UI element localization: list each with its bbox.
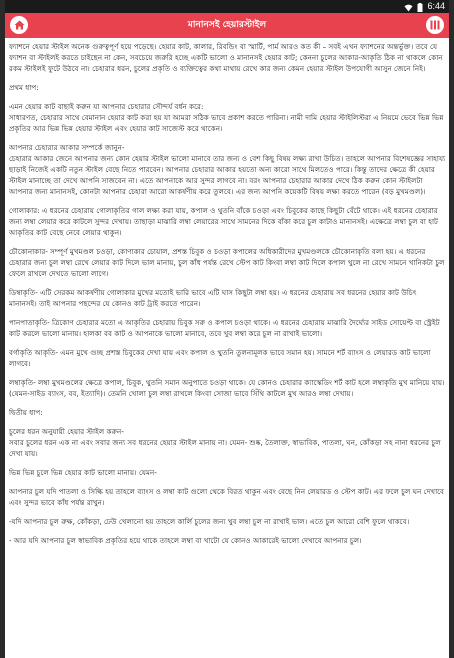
article-paragraph: এমন হেয়ার কাট বাছাই করুন যা আপনার চেহারার সৌন্দর্য বর্ধন করে: সাধারণত, চেহারার সাথে বেমানান হেয়ার কাট করা হয় যা আমরা সঠিক ভাবে প্রকাশ করতে পারিনা। নামী দামি হেয়ার স্টাইলিস্টরা এ নিয়মে ভেবে ভিন্ন ভিন্ন প্রকৃতির আর ভিন্ন ভিন্ন হেয়ার স্টাইল এবং হেয়ার কাট সাজেস্ট করে থাকেন। — [9, 102, 444, 133]
step-heading: দ্বিতীয় ধাপ: — [9, 408, 43, 417]
status-bar — [5, 0, 449, 13]
article-paragraph: চৌকোনাকার- সম্পূর্ণ মুখমণ্ডল চওড়া, কোণাকার চোয়াল, প্রশস্ত চিবুক ও চওড়া কপালের অধিকারীদের মুখমণ্ডলকে চৌকোনাকৃতি বলা হয়। এ ধরনের চেহারার জন্য চুল লম্বা রেখে লেয়ার কাট দিলে ভাল মানায়, চুল কাঁধ পর্যন্ত রেখে স্টেপ কাট কিংবা লম্বা কাট দিলে কপাল খুলে না রেখে সামনে খানিকটা চুল ফেলে রাখলে দেখতে ভালো লাগে। — [9, 247, 445, 278]
home-icon — [14, 20, 25, 30]
article-paragraph: পানপাতাকৃতি- ত্রিকোণ চেহারার মতো এ আকৃতির চেহারায় চিবুক সরু ও কপাল চওড়া থাকে। এ ধরনের চেহারায় মাঝারি দৈর্ঘ্যের সাইড সোয়েপ্ট বা স্ট্রেইট কাট করলে ভালো মানায়। হালকা বব কাট ও আপনাকে ভালো মানাবে, তবে খুব লম্বা করে চুল না রাখাই ভালো। — [9, 318, 440, 338]
article-paragraph: আপনার চেহারার আকার সম্পর্কে জানুন- চেহারার আকার জেনে আপনার জন্য কোন হেয়ার স্টাইল ভালো মানাবে তার জন্য ও বেশ কিছু বিষয় লক্ষ্য রাখা উচিত। তাহলে আপনার বিশেষজ্ঞের সাহায্য ছাড়াই নিজেই একটি নতুন স্টাইল বেছে নিতে পারবেন। আপনার চেহারার আকার হয়তো অন্য কারো সাথে মিলতেও পারে। কিন্তু তাদের ক্ষেত্রে কী হেয়ার স্টাইল মানাচ্ছে তা দেখে আপনি সাজবেন না। এতে আপনাকে আর সুন্দর লাগবে না। বরং আপনার চেহারার আকার দেখে ঠিক করুন কোন স্টাইলটা আপনার জন্য মানানসই, কোনটা আপনার চেহারা আরো আকর্ষণীয় করে তুলবে। এর জন্য আপনি কয়েকটি বিষয় লক্ষ্য করতে পারেন (বড় মুখমণ্ডল)। — [9, 143, 446, 196]
article-paragraph: বর্গাকৃতি আকৃতি- এমন মুখে গুচ্ছ প্রশস্ত চিবুকের দেখা যায় এবং কপাল ও থুতনি তুলনামূলক ভাবে সমান হয়। সামনে শর্ট ব্যাংস ও লেয়ারড কাট ভালো লাগবে। — [9, 348, 431, 368]
app-bar — [5, 13, 449, 38]
app-screen — [5, 0, 449, 658]
article-paragraph: ভিন্ন ভিন্ন চুলে ভিন্ন হেয়ার কাট ভালো মানায়। যেমন- — [9, 468, 157, 477]
article-paragraph: - আর যদি আপনার চুল স্বাভাবিক প্রকৃতির হয়ে থাকে তাহলে লম্বা বা খাটো যে কোনও আকারেই ভালো দেখাবে আপনার চুল। — [9, 536, 362, 545]
article-paragraph: ডিম্বাকৃতি- এটি সেরকম আকর্ষণীয় গোলাকার মুখের মতোই ভারি ভাবে এটি ঘাস কিছুটা লম্বা হয়। এ ধরনের চেহারায় সব ধরনের হেয়ার কাট উচিৎ মানানসই। তাই আপনার পছন্দের যে কোনও কাট ট্রাই করতে পারেন। — [9, 288, 417, 308]
page-title: মানানসই হেয়ারস্টাইল — [187, 20, 267, 30]
article-paragraph: লম্বাকৃতি- লম্বা মুখমণ্ডলের ক্ষেত্রে কপাল, চিবুক, থুতনি সমান অনুপাতে চওড়া থাকে। যে কোনও চেহারার ক্যাস্কেডিং শর্ট কাট হলে লম্বাকৃতি মুখ মানিয়ে যায়। (যেমন-সাইড ব্যাংস, বব, ইত্যাদি)। তেমনি খোলা চুল লম্বা রাখলে কিংবা সোজা ভাবে সিঁথি কাটলে মুখ আরও লম্বা দেখায়। — [9, 378, 445, 398]
article-paragraph: -যদি আপনার চুল রুক্ষ, কোঁকড়া, ঢেউ খেলানো হয় তাহলে কার্লি চুলের জন্য খুব লম্বা চুল না রাখাই ভাল। এতে চুল আরো বেশি ফুলে থাকবে। — [9, 517, 410, 526]
status-icons — [404, 0, 445, 13]
article-paragraph: আপনার চুল যদি পাতলা ও সিল্কি হয় তাহলে ব্যাংস ও লম্বা কাট গুলো থেকে বিরত থাকুন এবং বেছে নিন লেয়ারড ও স্টেপ কাট। এর ফলে চুল ঘন দেখাবে এবং সুন্দর ভাবে কাঁধ পর্যন্ত রাখুন। — [9, 487, 445, 507]
menu-button[interactable] — [426, 16, 444, 34]
article-paragraph: চুলের ধরন অনুযায়ী হেয়ার স্টাইল করুন- সবার চুলের ধরন এক না এবং সবার জন্য সব ধরনের হেয়ার স্টাইল মানায় না। যেমন- শুষ্ক, তৈলাক্ত, স্বাভাবিক, পাতলা, ঘন, কোঁকড়া সহ নানা ধরনের চুল দেখা যায়। — [9, 427, 441, 458]
home-button[interactable] — [10, 16, 28, 34]
status-time: 6:44 — [427, 1, 445, 11]
article-paragraph: গোলাকার: এ ধরনের চেহারায় গোলাকৃতির গাল লক্ষ্য করা যায়, কপাল ও থুতনি বাঁকে চওড়া এবং চিবুকের কাছে কিছুটা বেঁটে থাকে। এই ধরনের চেহারার জন্য লম্বা লেয়ার করে কাটলে সুন্দর দেখায়। তাছাড়া মাঝারি লম্বা লেয়ারের সাথে সামনের দিকে বাঁকা করে চুল কাটাও মানানসই। এক্ষেত্রে লম্বা চুল বা হাট আকৃতির কাট বেছে নেবে লেয়ার থাকুন। — [9, 206, 438, 237]
grid-menu-icon — [430, 20, 440, 30]
step-heading: প্রথম ধাপ: — [9, 83, 39, 92]
intro-paragraph: ফ্যাশনে হেয়ার স্টাইল অনেক গুরুত্বপূর্ণ হয়ে পড়েছে। হেয়ার কাট, কালার, রিবন্ডিং বা স্মার্টি, পার্ম আরও কত কী – সবই এখন ফ্যাশনের অন্তর্ভুক্ত। তবে যে ফ্যাশন বা স্টাইলই করতে চাইছেন না কেন, সবচেয়ে জরুরি হচ্ছে একটি ভালো ও মানানসই হেয়ার কাট; কেননা চুলের আকার-আকৃতি ঠিক না থাকলে কোন রকম স্টাইলই ফুটে উঠবে না। চেহারার ধরন, চুলের প্রকৃতি ও ব্যক্তিত্বের কথা মাথায় রেখে কার জন্য কেমন হেয়ার স্টাইল উপযোগী আসুন জেনে নিই। — [9, 42, 443, 73]
article-body — [9, 41, 446, 658]
